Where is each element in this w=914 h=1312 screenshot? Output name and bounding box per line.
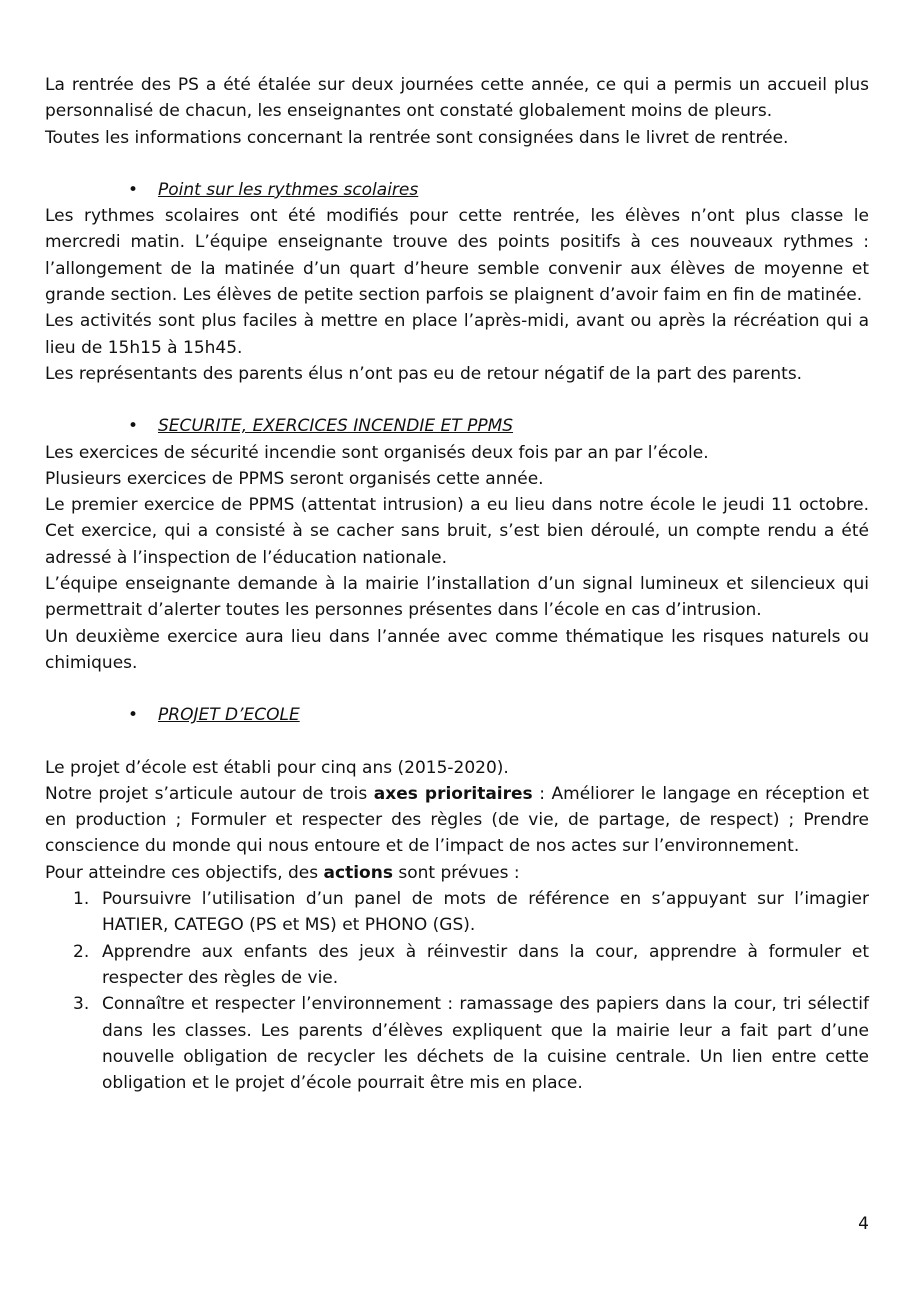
spacer bbox=[45, 151, 869, 177]
section-heading-projet bbox=[45, 702, 869, 728]
projet-paragraph-3 bbox=[45, 860, 869, 886]
list-item-number: 2. bbox=[73, 941, 90, 962]
page-number: 4 bbox=[858, 1214, 869, 1234]
bold-text: axes prioritaires bbox=[373, 783, 533, 804]
section-heading-text: PROJET D’ECOLE bbox=[158, 705, 300, 726]
page-content bbox=[45, 72, 869, 1096]
securite-paragraph-5: Un deuxième exercice aura lieu dans l’année avec comme thématique les risques naturels ou chimiques. bbox=[45, 626, 869, 673]
securite-paragraph-4: L’équipe enseignante demande à la mairie l’installation d’un signal lumineux et silencieux qui permettrait d’alerter toutes les personnes présentes dans l’école en cas d’intrusion. bbox=[45, 574, 869, 621]
text-run: Notre projet s’articule autour de trois bbox=[45, 783, 374, 804]
bullet-icon: • bbox=[128, 179, 139, 200]
spacer bbox=[45, 387, 869, 413]
text-run: : Améliorer le langage en réception et en production ; Formuler et respecter des règles (de vie, de partage, de respect) ; Prendre conscience du monde qui nous entoure et de l’impact de nos actes sur l’environnement. bbox=[45, 783, 869, 857]
spacer bbox=[45, 729, 869, 755]
intro-paragraph-2: Toutes les informations concernant la rentrée sont consignées dans le livret de rentrée. bbox=[45, 127, 789, 148]
actions-list bbox=[45, 886, 869, 1096]
list-item bbox=[45, 939, 869, 992]
list-item bbox=[45, 886, 869, 939]
securite-paragraph-3: Le premier exercice de PPMS (attentat intrusion) a eu lieu dans notre école le jeudi 11 octobre. Cet exercice, qui a consisté à se cacher sans bruit, s’est bien déroulé, un compte rendu a été adressé à l’inspection de l’éducation nationale. bbox=[45, 495, 869, 568]
section-heading-securite bbox=[45, 413, 869, 439]
rythmes-paragraph-3: Les représentants des parents élus n’ont pas eu de retour négatif de la part des parents. bbox=[45, 363, 803, 384]
securite-paragraph-2: Plusieurs exercices de PPMS seront organisés cette année. bbox=[45, 468, 544, 489]
list-item-text: Apprendre aux enfants des jeux à réinvestir dans la cour, apprendre à formuler et respecter des règles de vie. bbox=[102, 941, 869, 988]
text-run: sont prévues : bbox=[392, 862, 520, 883]
rythmes-paragraph-2: Les activités sont plus faciles à mettre en place l’après-midi, avant ou après la récréation qui a lieu de 15h15 à 15h45. bbox=[45, 311, 869, 358]
list-item-number: 3. bbox=[73, 994, 90, 1015]
list-item-number: 1. bbox=[73, 889, 90, 910]
text-run: Pour atteindre ces objectifs, des bbox=[45, 862, 324, 883]
bold-text: actions bbox=[323, 862, 393, 883]
list-item-text: Connaître et respecter l’environnement : ramassage des papiers dans la cour, tri sélectif dans les classes. Les parents d’élèves expliquent que la mairie leur a fait part d’une nouvelle obligation de recycler les déchets de la cuisine centrale. Un lien entre cette obligation et le projet d’école pourrait être mis en place. bbox=[102, 994, 869, 1094]
spacer bbox=[45, 676, 869, 702]
bullet-icon: • bbox=[128, 416, 139, 437]
projet-paragraph-1: Le projet d’école est établi pour cinq ans (2015-2020). bbox=[45, 757, 509, 778]
projet-paragraph-2 bbox=[45, 781, 869, 860]
bullet-icon: • bbox=[128, 705, 139, 726]
securite-paragraph-1: Les exercices de sécurité incendie sont organisés deux fois par an par l’école. bbox=[45, 442, 709, 463]
section-heading-rythmes bbox=[45, 177, 869, 203]
rythmes-paragraph-1: Les rythmes scolaires ont été modifiés pour cette rentrée, les élèves n’ont plus classe le mercredi matin. L’équipe enseignante trouve des points positifs à ces nouveaux rythmes : l’allongement de la matinée d’un quart d’heure semble convenir aux élèves de moyenne et grande section. Les élèves de petite section parfois se plaignent d’avoir faim en fin de matinée. bbox=[45, 206, 869, 306]
list-item bbox=[45, 991, 869, 1096]
intro-paragraph: La rentrée des PS a été étalée sur deux journées cette année, ce qui a permis un accueil plus personnalisé de chacun, les enseignantes ont constaté globalement moins de pleurs. bbox=[45, 75, 869, 122]
list-item-text: Poursuivre l’utilisation d’un panel de mots de référence en s’appuyant sur l’imagier HATIER, CATEGO (PS et MS) et PHONO (GS). bbox=[102, 889, 869, 936]
section-heading-text: SECURITE, EXERCICES INCENDIE ET PPMS bbox=[158, 416, 514, 437]
section-heading-text: Point sur les rythmes scolaires bbox=[158, 179, 419, 200]
